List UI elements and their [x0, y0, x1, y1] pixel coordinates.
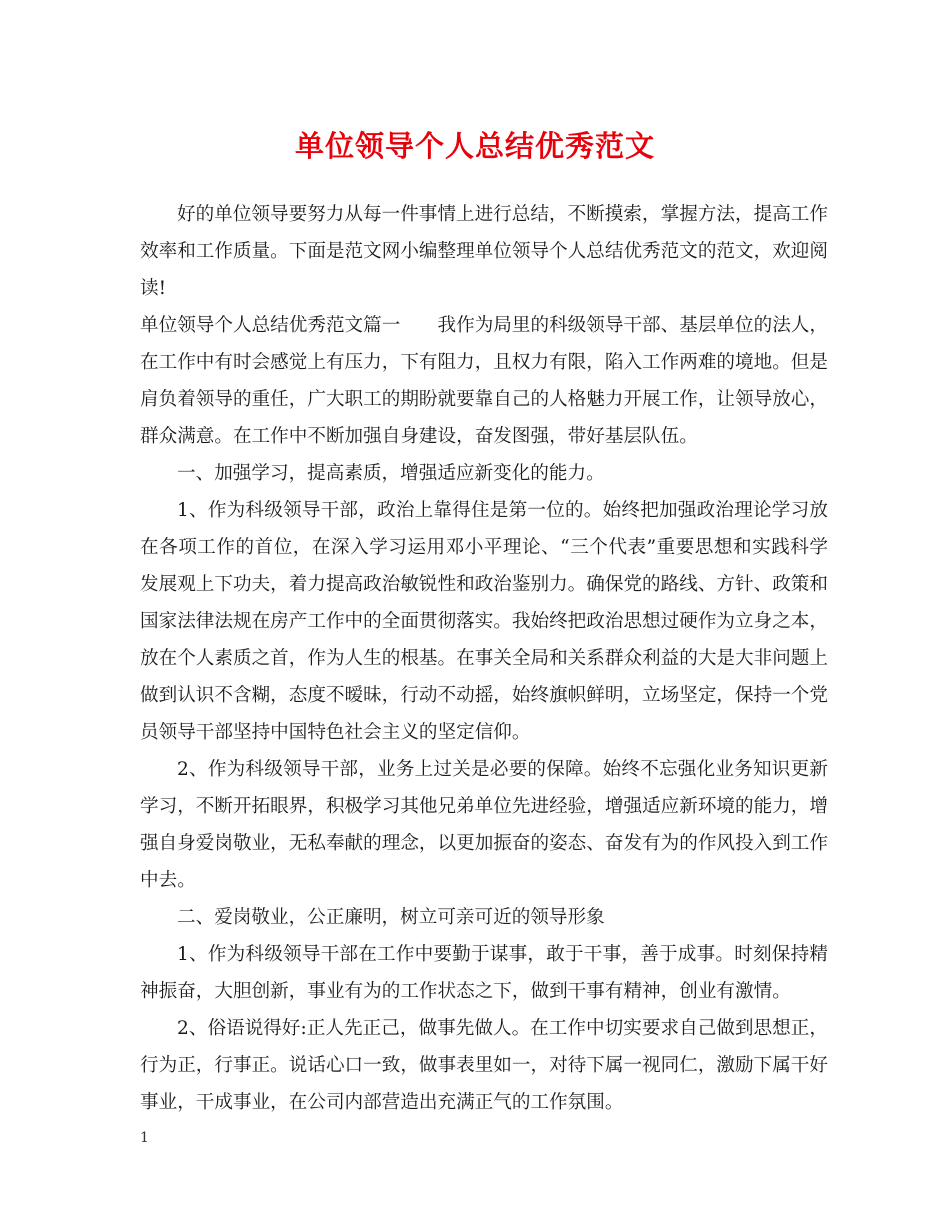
paragraph-2-1: 1、作为科级领导干部在工作中要勤于谋事，敢于干事，善于成事。时刻保持精神振奋，大胆创新，事业有为的工作状态之下，做到干事有精神，创业有激情。: [140, 944, 828, 1002]
heading-two: 二、爱岗敬业，公正廉明，树立可亲可近的领导形象: [177, 907, 605, 928]
section-one-intro-paragraph: 单位领导个人总结优秀范文篇一 我作为局里的科级领导干部、基层单位的法人，在工作中有时会感觉上有压力，下有阻力，且权力有限，陷入工作两难的境地。但是肩负着领导的重任，广大职工的期盼就要靠自己的人格魅力开展工作，让领导放心，群众满意。在工作中不断加强自身建设，奋发图强，带好基层队伍。: [140, 315, 828, 447]
paragraph-1-2: 2、作为科级领导干部，业务上过关是必要的保障。始终不忘强化业务知识更新学习，不断开拓眼界，积极学习其他兄弟单位先进经验，增强适应新环境的能力，增强自身爱岗敬业，无私奉献的理念，以更加振奋的姿态、奋发有为的作风投入到工作中去。: [140, 759, 828, 891]
page-number: 1: [140, 1130, 149, 1146]
intro-paragraph: 好的单位领导要努力从每一件事情上进行总结，不断摸索，掌握方法，提高工作效率和工作质量。下面是范文网小编整理单位领导个人总结优秀范文的范文，欢迎阅读!: [140, 204, 828, 299]
heading-one: 一、加强学习，提高素质，增强适应新变化的能力。: [177, 463, 605, 484]
paragraph-2-2: 2、俗语说得好:正人先正己，做事先做人。在工作中切实要求自己做到思想正，行为正，行事正。说话心口一致，做事表里如一，对待下属一视同仁，激励下属干好事业，干成事业，在公司内部营造出充满正气的工作氛围。: [140, 1018, 828, 1113]
document-title: 单位领导个人总结优秀范文: [294, 129, 655, 163]
paragraph-1-1: 1、作为科级领导干部，政治上靠得住是第一位的。始终把加强政治理论学习放在各项工作的首位，在深入学习运用邓小平理论、“三个代表”重要思想和实践科学发展观上下功夫，着力提高政治敏锐性和政治鉴别力。确保党的路线、方针、政策和国家法律法规在房产工作中的全面贯彻落实。我始终把政治思想过硬作为立身之本，放在个人素质之首，作为人生的根基。在事关全局和关系群众利益的大是大非问题上做到认识不含糊，态度不暧昧，行动不动摇，始终旗帜鲜明，立场坚定，保持一个党员领导干部坚持中国特色社会主义的坚定信仰。: [140, 500, 828, 743]
document-body: [140, 196, 828, 1121]
